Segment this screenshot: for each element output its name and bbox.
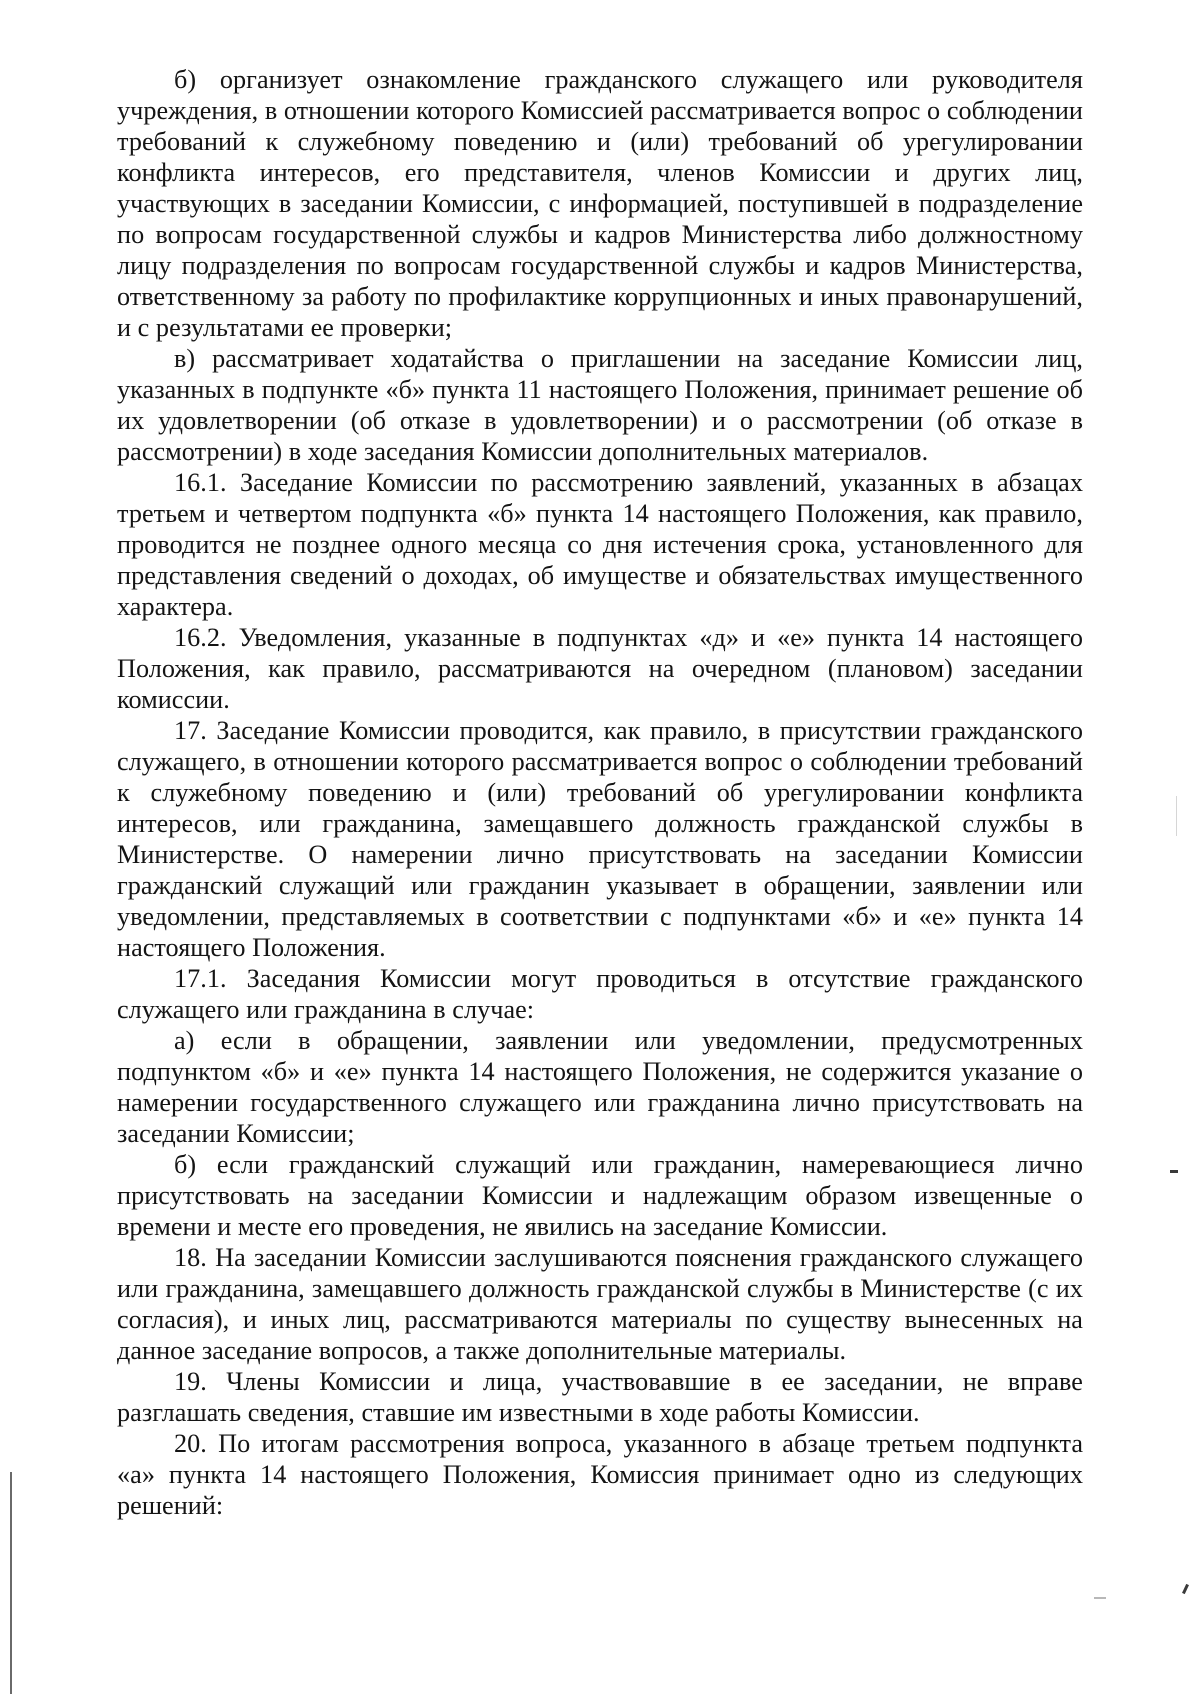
paragraph-b-organizes: б) организует ознакомление гражданского служащего или руководителя учреждения, в отношении которого Комиссией рассматривается вопрос о соблюдении требований к служебному поведению и (или) требований об урегулировании конфликта интересов, его представителя, членов Комиссии и других лиц, участвующих в заседании Комиссии, с информацией, поступившей в подразделение по вопросам государственной службы и кадров Министерства либо должностному лицу подразделения по вопросам государственной службы и кадров Министерства, ответственному за работу по профилактике коррупционных и иных правонарушений, и с результатами ее проверки; [117, 65, 1083, 342]
paragraph-16-2: 16.2. Уведомления, указанные в подпунктах «д» и «е» пункта 14 настоящего Положения, как правило, рассматриваются на очередном (плановом) заседании комиссии. [117, 623, 1083, 714]
paragraph-20: 20. По итогам рассмотрения вопроса, указанного в абзаце третьем подпункта «а» пункта 14 настоящего Положения, Комиссия принимает одно из следующих решений: [117, 1429, 1083, 1520]
document-body [117, 64, 1083, 1521]
paragraph-17-1-b: б) если гражданский служащий или гражданин, намеревающиеся лично присутствовать на заседании Комиссии и надлежащим образом извещенные о времени и месте его проведения, не явились на заседание Комиссии. [117, 1150, 1083, 1241]
paragraph-18: 18. На заседании Комиссии заслушиваются пояснения гражданского служащего или гражданина, замещавшего должность гражданской службы в Министерстве (с их согласия), и иных лиц, рассматриваются материалы по существу вынесенных на данное заседание вопросов, а также дополнительные материалы. [117, 1243, 1083, 1365]
scan-artifact-dash [1170, 1170, 1178, 1173]
paragraph-17-1: 17.1. Заседания Комиссии могут проводиться в отсутствие гражданского служащего или гражданина в случае: [117, 964, 1083, 1024]
paragraph-16-1: 16.1. Заседание Комиссии по рассмотрению заявлений, указанных в абзацах третьем и четвертом подпункта «б» пункта 14 настоящего Положения, как правило, проводится не позднее одного месяца со дня истечения срока, установленного для представления сведений о доходах, об имуществе и обязательствах имущественного характера. [117, 468, 1083, 621]
paragraph-v-considers: в) рассматривает ходатайства о приглашении на заседание Комиссии лиц, указанных в подпункте «б» пункта 11 настоящего Положения, принимает решение об их удовлетворении (об отказе в удовлетворении) и о рассмотрении (об отказе в рассмотрении) в ходе заседания Комиссии дополнительных материалов. [117, 344, 1083, 466]
scan-artifact-tick [1182, 1584, 1189, 1594]
scan-artifact-dots [1094, 1597, 1106, 1599]
paragraph-17-1-a: а) если в обращении, заявлении или уведомлении, предусмотренных подпунктом «б» и «е» пункта 14 настоящего Положения, не содержится указание о намерении государственного служащего или гражданина лично присутствовать на заседании Комиссии; [117, 1026, 1083, 1148]
paragraph-17: 17. Заседание Комиссии проводится, как правило, в присутствии гражданского служащего, в отношении которого рассматривается вопрос о соблюдении требований к служебному поведению и (или) требований об урегулировании конфликта интересов, или гражданина, замещавшего должность гражданской службы в Министерстве. О намерении лично присутствовать на заседании Комиссии гражданский служащий или гражданин указывает в обращении, заявлении или уведомлении, представляемых в соответствии с подпунктами «б» и «е» пункта 14 настоящего Положения. [117, 716, 1083, 962]
paragraph-19: 19. Члены Комиссии и лица, участвовавшие в ее заседании, не вправе разглашать сведения, ставшие им известными в ходе работы Комиссии. [117, 1367, 1083, 1427]
scan-edge-line [10, 1472, 12, 1694]
scan-artifact-faint-line [1176, 796, 1177, 836]
